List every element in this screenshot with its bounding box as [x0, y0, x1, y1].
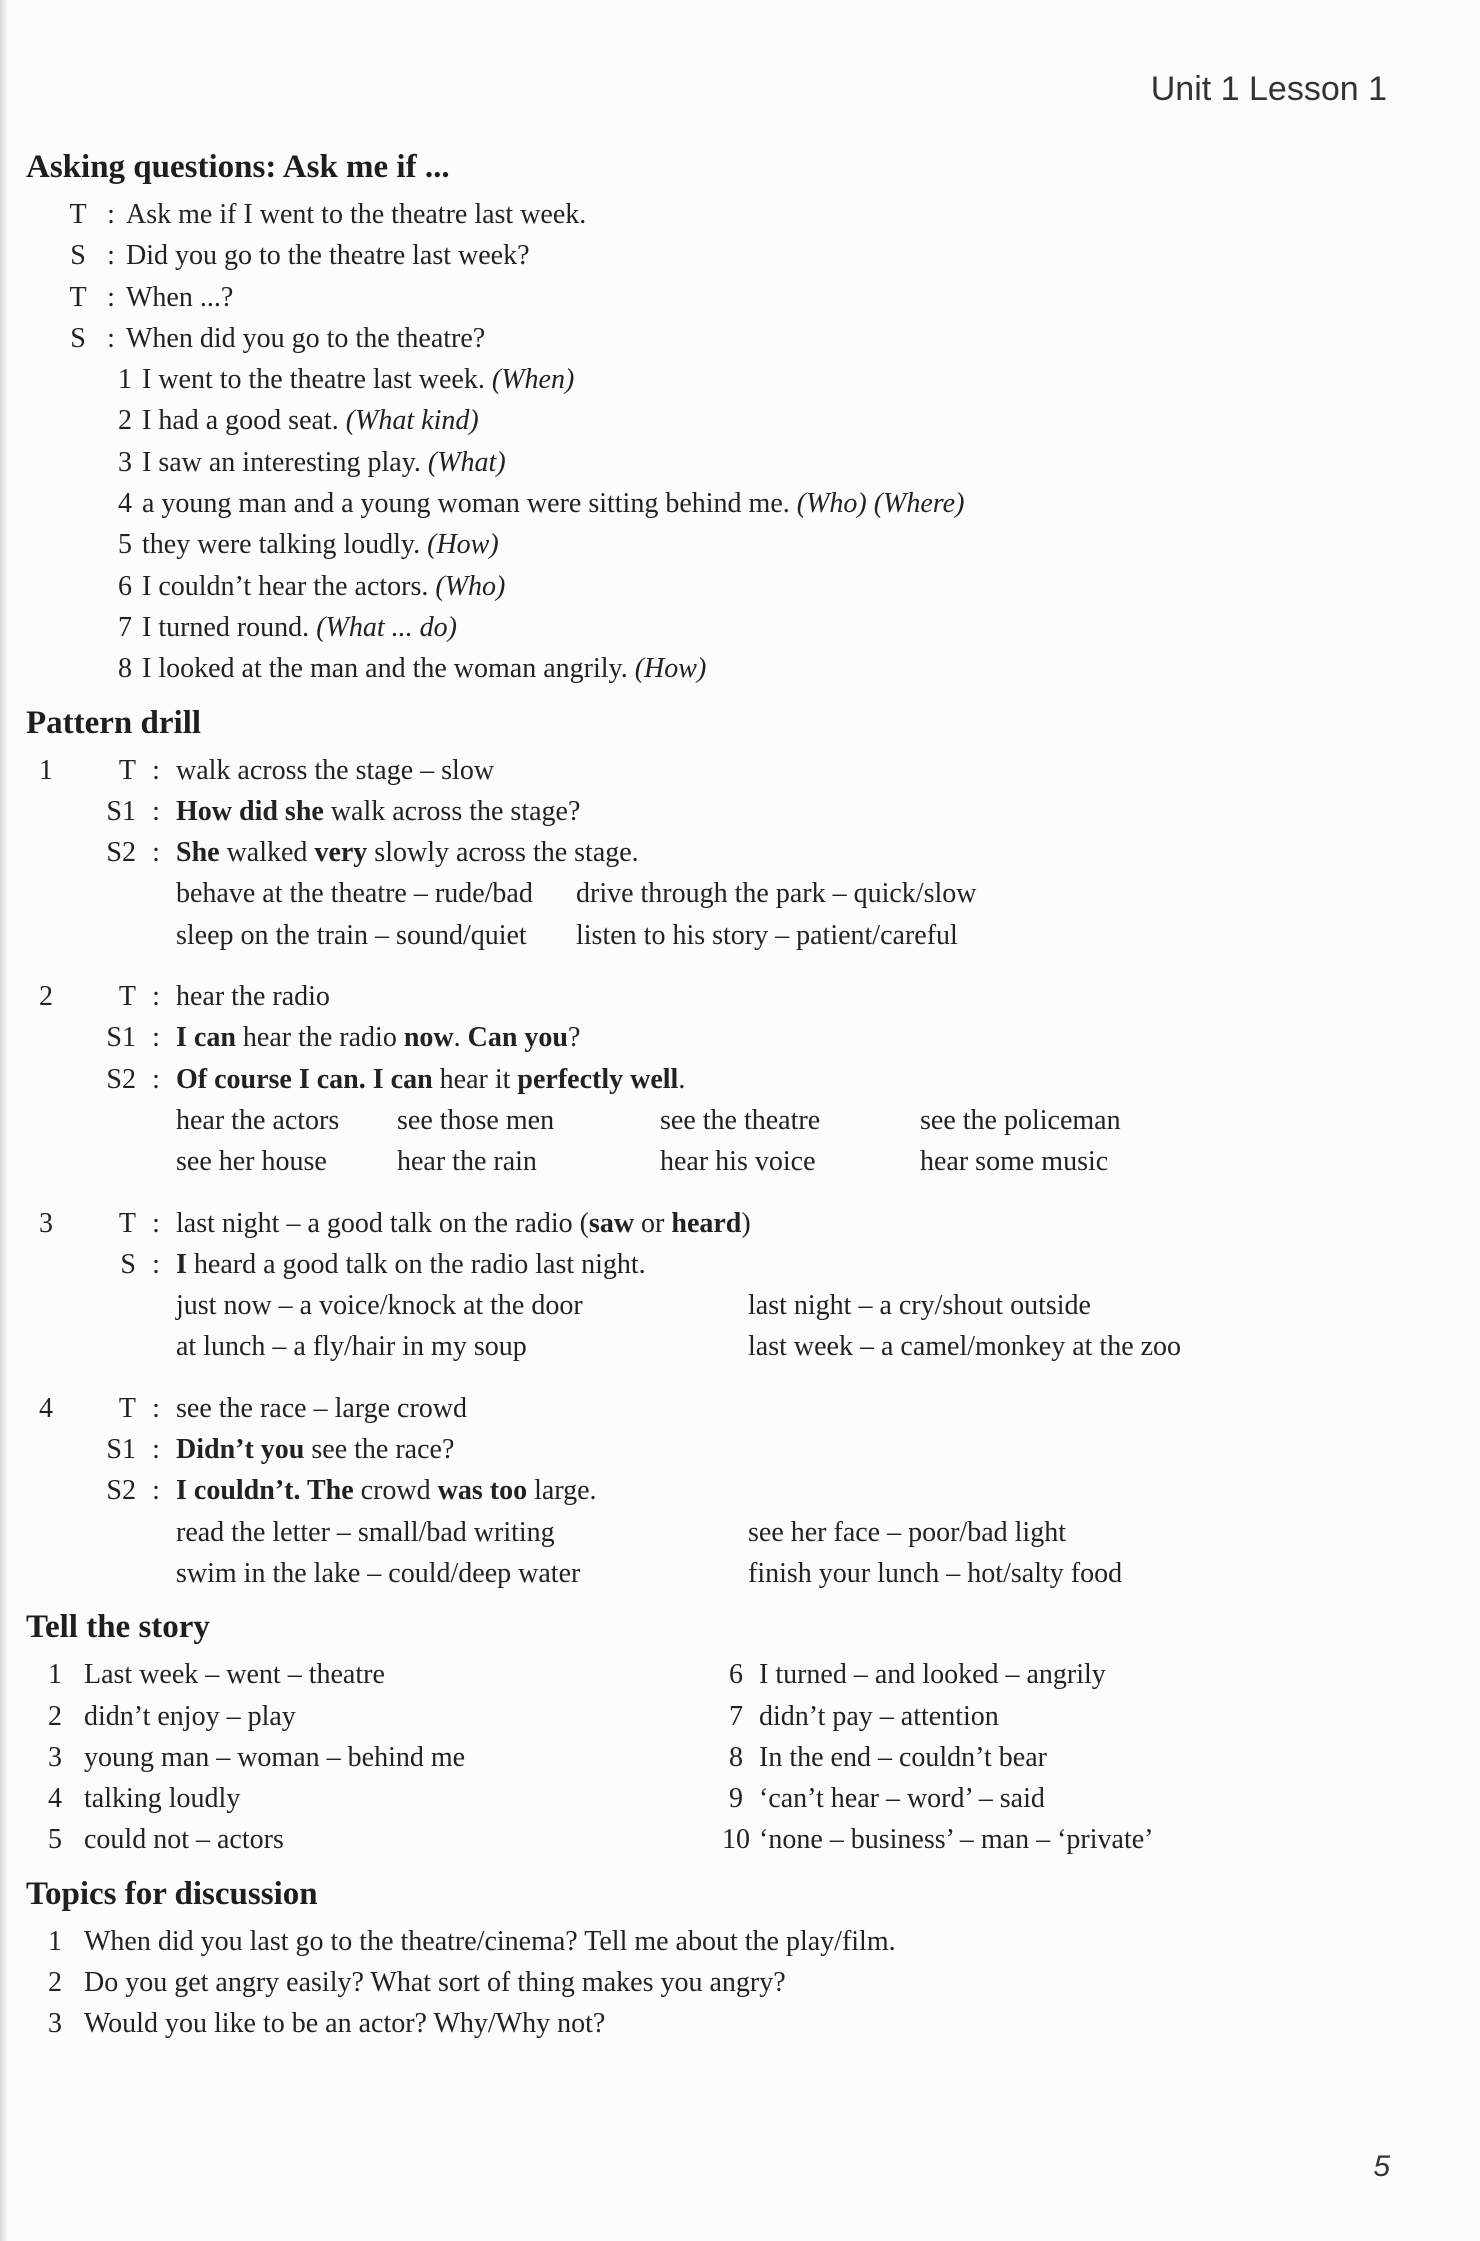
- item-cue: (What): [427, 446, 506, 478]
- item-cue: (How): [427, 529, 499, 561]
- text-run: last night – a good talk on the radio (: [176, 1207, 589, 1239]
- text-run: slowly across the stage.: [367, 837, 639, 869]
- dialogue-text: Did you go to the theatre last week?: [126, 240, 530, 272]
- text-run: large.: [527, 1475, 597, 1507]
- speaker-label: S2: [106, 837, 136, 869]
- list-item: [26, 524, 1386, 565]
- speaker-label: S1: [106, 1434, 136, 1466]
- topic-text: When did you last go to the theatre/cinema? Tell me about the play/film.: [84, 1925, 896, 1957]
- text-run: hear it: [432, 1063, 518, 1095]
- drill-text: [176, 791, 580, 832]
- drill-2: [26, 976, 1386, 1182]
- item-number: 10: [722, 1824, 750, 1856]
- colon: :: [152, 1475, 160, 1507]
- item-number: 6: [729, 1659, 743, 1691]
- page-content: [26, 140, 1386, 2045]
- item-number: 1: [48, 1925, 62, 1957]
- prompt: last week – a camel/monkey at the zoo: [748, 1331, 1182, 1363]
- drill-text: [176, 1470, 597, 1511]
- drill-number: 4: [39, 1392, 53, 1424]
- drill-line: [26, 1017, 1386, 1058]
- item-text: I couldn’t hear the actors.: [142, 570, 429, 602]
- prompt: sleep on the train – sound/quiet: [176, 919, 527, 951]
- story-row: [26, 1737, 1386, 1778]
- item-text: a young man and a young woman were sitting behind me.: [142, 488, 790, 520]
- prompt-row: [26, 1285, 1386, 1326]
- prompt: just now – a voice/knock at the door: [176, 1290, 583, 1322]
- drill-line: [26, 1429, 1386, 1470]
- bold-text: She: [176, 837, 220, 869]
- dialogue-line: [26, 235, 1386, 276]
- text-run: see the race?: [304, 1434, 455, 1466]
- drill-number: 2: [39, 981, 53, 1013]
- bold-text: perfectly well: [517, 1063, 679, 1095]
- item-number: 7: [729, 1700, 743, 1732]
- item-text: I saw an interesting play.: [142, 446, 421, 478]
- bold-text: Of course I can. I can: [176, 1063, 433, 1095]
- prompt: hear the actors: [176, 1104, 340, 1136]
- drill-text: [176, 1203, 751, 1244]
- item-cue: (How): [634, 653, 707, 685]
- item-number: 9: [729, 1783, 743, 1815]
- list-item: [26, 1921, 1386, 1962]
- colon: :: [152, 1434, 160, 1466]
- drill-line: [26, 832, 1386, 873]
- dialogue-example: [26, 194, 1386, 359]
- item-number: 3: [118, 446, 132, 478]
- speaker-label: S: [120, 1248, 136, 1280]
- section-title-pattern-drill: Pattern drill: [26, 704, 202, 741]
- dialogue-line: [26, 318, 1386, 359]
- item-number: 2: [48, 1700, 62, 1732]
- speaker-label: T: [69, 281, 87, 313]
- prompt: see the theatre: [660, 1104, 821, 1136]
- colon: :: [107, 240, 115, 272]
- prompt: see those men: [397, 1104, 555, 1136]
- item-text: I went to the theatre last week.: [142, 364, 485, 396]
- bold-text: was too: [437, 1475, 528, 1507]
- list-item: [26, 359, 1386, 400]
- dialogue-text: When did you go to the theatre?: [126, 322, 486, 354]
- topic-text: Do you get angry easily? What sort of thing makes you angry?: [84, 1966, 786, 1998]
- speaker-label: S2: [106, 1063, 136, 1095]
- story-row: [26, 1778, 1386, 1819]
- prompt: see the policeman: [920, 1104, 1121, 1136]
- bold-text: I can: [176, 1022, 236, 1054]
- page-number: 5: [1373, 2150, 1390, 2183]
- prompt-row: [26, 1553, 1386, 1594]
- drill-line: [26, 1203, 1386, 1244]
- speaker-label: S: [70, 322, 86, 354]
- speaker-label: S: [70, 240, 86, 272]
- story-prompt: talking loudly: [84, 1783, 241, 1815]
- colon: :: [107, 281, 115, 313]
- list-item: [26, 648, 1386, 689]
- text-run: walked: [219, 837, 315, 869]
- drill-line: [26, 791, 1386, 832]
- drill-line: [26, 750, 1386, 791]
- drill-line: [26, 1388, 1386, 1429]
- speaker-label: T: [69, 199, 87, 230]
- prompt: at lunch – a fly/hair in my soup: [176, 1331, 527, 1363]
- prompt-row: [26, 1512, 1386, 1553]
- story-prompt: didn’t enjoy – play: [84, 1700, 296, 1732]
- prompt: read the letter – small/bad writing: [176, 1516, 555, 1548]
- item-number: 8: [729, 1741, 743, 1773]
- item-number: 7: [118, 611, 132, 643]
- prompt: see her house: [176, 1146, 327, 1178]
- drill-text: [176, 1059, 685, 1100]
- text-run: ?: [568, 1022, 581, 1054]
- story-row: [26, 1696, 1386, 1737]
- running-head: Unit 1 Lesson 1: [1150, 70, 1387, 108]
- story-prompt: In the end – couldn’t bear: [759, 1741, 1047, 1773]
- page-edge-shadow: [0, 0, 8, 2241]
- drill-text: [176, 1244, 646, 1285]
- bold-text: Didn’t you: [176, 1434, 305, 1466]
- colon: :: [152, 1063, 160, 1095]
- dialogue-line: [26, 194, 1386, 235]
- story-prompt: Last week – went – theatre: [84, 1659, 385, 1691]
- bold-text: How did she: [176, 795, 324, 827]
- text-run: walk across the stage?: [323, 795, 581, 827]
- prompt: listen to his story – patient/careful: [576, 919, 958, 951]
- prompt: hear his voice: [660, 1146, 816, 1178]
- prompt-row: [26, 873, 1386, 914]
- discussion-topics: [26, 1921, 1386, 2045]
- list-item: [26, 2003, 1386, 2044]
- prompt-row: [26, 1326, 1386, 1367]
- list-item: [26, 442, 1386, 483]
- text-run: heard a good talk on the radio last night.: [186, 1248, 646, 1280]
- colon: :: [152, 1248, 160, 1280]
- item-number: 8: [118, 653, 132, 685]
- item-number: 6: [118, 570, 132, 602]
- item-number: 4: [118, 488, 132, 520]
- item-cue: (What kind): [345, 405, 479, 437]
- question-items: [26, 359, 1386, 689]
- dialogue-text: Ask me if I went to the theatre last week.: [126, 199, 587, 230]
- drill-line: [26, 1470, 1386, 1511]
- item-text: I looked at the man and the woman angrily.: [142, 653, 628, 685]
- prompt: behave at the theatre – rude/bad: [176, 878, 533, 910]
- story-prompt: didn’t pay – attention: [759, 1700, 999, 1732]
- bold-text: very: [314, 837, 368, 869]
- drill-text: [176, 1429, 454, 1470]
- drill-line: [26, 1244, 1386, 1285]
- drill-text: walk across the stage – slow: [176, 754, 495, 786]
- bold-text: I: [176, 1248, 187, 1280]
- story-prompt: ‘none – business’ – man – ‘private’: [759, 1824, 1154, 1856]
- speaker-label: S2: [106, 1475, 136, 1507]
- item-number: 2: [48, 1966, 62, 1998]
- item-number: 1: [48, 1659, 62, 1691]
- colon: :: [152, 981, 160, 1013]
- speaker-label: T: [118, 1392, 136, 1424]
- drill-4: [26, 1388, 1386, 1594]
- text-run: ): [741, 1207, 751, 1239]
- prompt: hear some music: [920, 1146, 1109, 1178]
- speaker-label: T: [118, 754, 136, 786]
- list-item: [26, 483, 1386, 524]
- text-run: crowd: [353, 1475, 438, 1507]
- topic-text: Would you like to be an actor? Why/Why not?: [84, 2008, 606, 2040]
- item-number: 2: [118, 405, 132, 437]
- story-prompt: young man – woman – behind me: [84, 1741, 466, 1773]
- item-number: 3: [48, 1741, 62, 1773]
- item-number: 4: [48, 1783, 62, 1815]
- bold-text: saw: [588, 1207, 635, 1239]
- colon: :: [107, 322, 115, 354]
- story-row: [26, 1654, 1386, 1695]
- list-item: [26, 1962, 1386, 2003]
- prompt: finish your lunch – hot/salty food: [748, 1557, 1123, 1589]
- colon: :: [152, 754, 160, 786]
- bold-text: now: [403, 1022, 454, 1054]
- list-item: [26, 607, 1386, 648]
- drill-text: hear the radio: [176, 981, 330, 1013]
- bold-text: I couldn’t. The: [176, 1475, 354, 1507]
- drill-text: see the race – large crowd: [176, 1392, 467, 1424]
- item-number: 5: [48, 1824, 62, 1856]
- prompt: hear the rain: [397, 1146, 537, 1178]
- list-item: [26, 566, 1386, 607]
- speaker-label: T: [118, 981, 136, 1013]
- section-title-asking-questions: Asking questions: Ask me if ...: [26, 149, 450, 185]
- colon: :: [152, 1392, 160, 1424]
- drill-line: [26, 976, 1386, 1017]
- prompt: last night – a cry/shout outside: [748, 1290, 1091, 1322]
- item-cue: (Who) (Where): [796, 488, 965, 520]
- story-prompts: [26, 1654, 1386, 1860]
- section-title-topics-for-discussion: Topics for discussion: [26, 1875, 318, 1912]
- drill-number: 1: [39, 754, 53, 786]
- drill-text: [176, 1017, 580, 1058]
- speaker-label: S1: [106, 1022, 136, 1054]
- story-prompt: ‘can’t hear – word’ – said: [759, 1783, 1045, 1815]
- colon: :: [152, 1022, 160, 1054]
- dialogue-text: When ...?: [126, 281, 234, 313]
- speaker-label: S1: [106, 795, 136, 827]
- prompt-row: [26, 915, 1386, 956]
- drill-line: [26, 1059, 1386, 1100]
- drill-text: [176, 832, 639, 873]
- speaker-label: T: [118, 1207, 136, 1239]
- text-run: .: [453, 1022, 468, 1054]
- prompt: drive through the park – quick/slow: [576, 878, 977, 910]
- colon: :: [152, 795, 160, 827]
- bold-text: heard: [671, 1207, 742, 1239]
- prompt-row: [26, 1100, 1386, 1141]
- item-number: 1: [118, 364, 132, 396]
- prompt-row: [26, 1141, 1386, 1182]
- section-title-tell-the-story: Tell the story: [26, 1609, 210, 1646]
- text-run: .: [678, 1063, 686, 1095]
- item-number: 3: [48, 2008, 62, 2040]
- bold-text: Can you: [467, 1022, 568, 1054]
- colon: :: [152, 1207, 160, 1239]
- drill-number: 3: [39, 1207, 53, 1239]
- text-run: hear the radio: [235, 1022, 404, 1054]
- text-run: or: [634, 1207, 672, 1239]
- drill-3: [26, 1203, 1386, 1368]
- dialogue-line: [26, 277, 1386, 318]
- item-cue: (When): [491, 364, 575, 396]
- drill-1: [26, 750, 1386, 956]
- item-text: I turned round.: [142, 611, 310, 643]
- story-row: [26, 1819, 1386, 1860]
- story-prompt: I turned – and looked – angrily: [759, 1659, 1106, 1691]
- item-cue: (Who): [435, 570, 506, 602]
- story-prompt: could not – actors: [84, 1824, 284, 1856]
- item-text: they were talking loudly.: [142, 529, 421, 561]
- prompt: swim in the lake – could/deep water: [176, 1557, 581, 1589]
- item-number: 5: [118, 529, 132, 561]
- colon: :: [107, 199, 115, 230]
- prompt: see her face – poor/bad light: [748, 1516, 1066, 1548]
- item-text: I had a good seat.: [142, 405, 339, 437]
- item-cue: (What ... do): [316, 611, 457, 643]
- colon: :: [152, 837, 160, 869]
- list-item: [26, 400, 1386, 441]
